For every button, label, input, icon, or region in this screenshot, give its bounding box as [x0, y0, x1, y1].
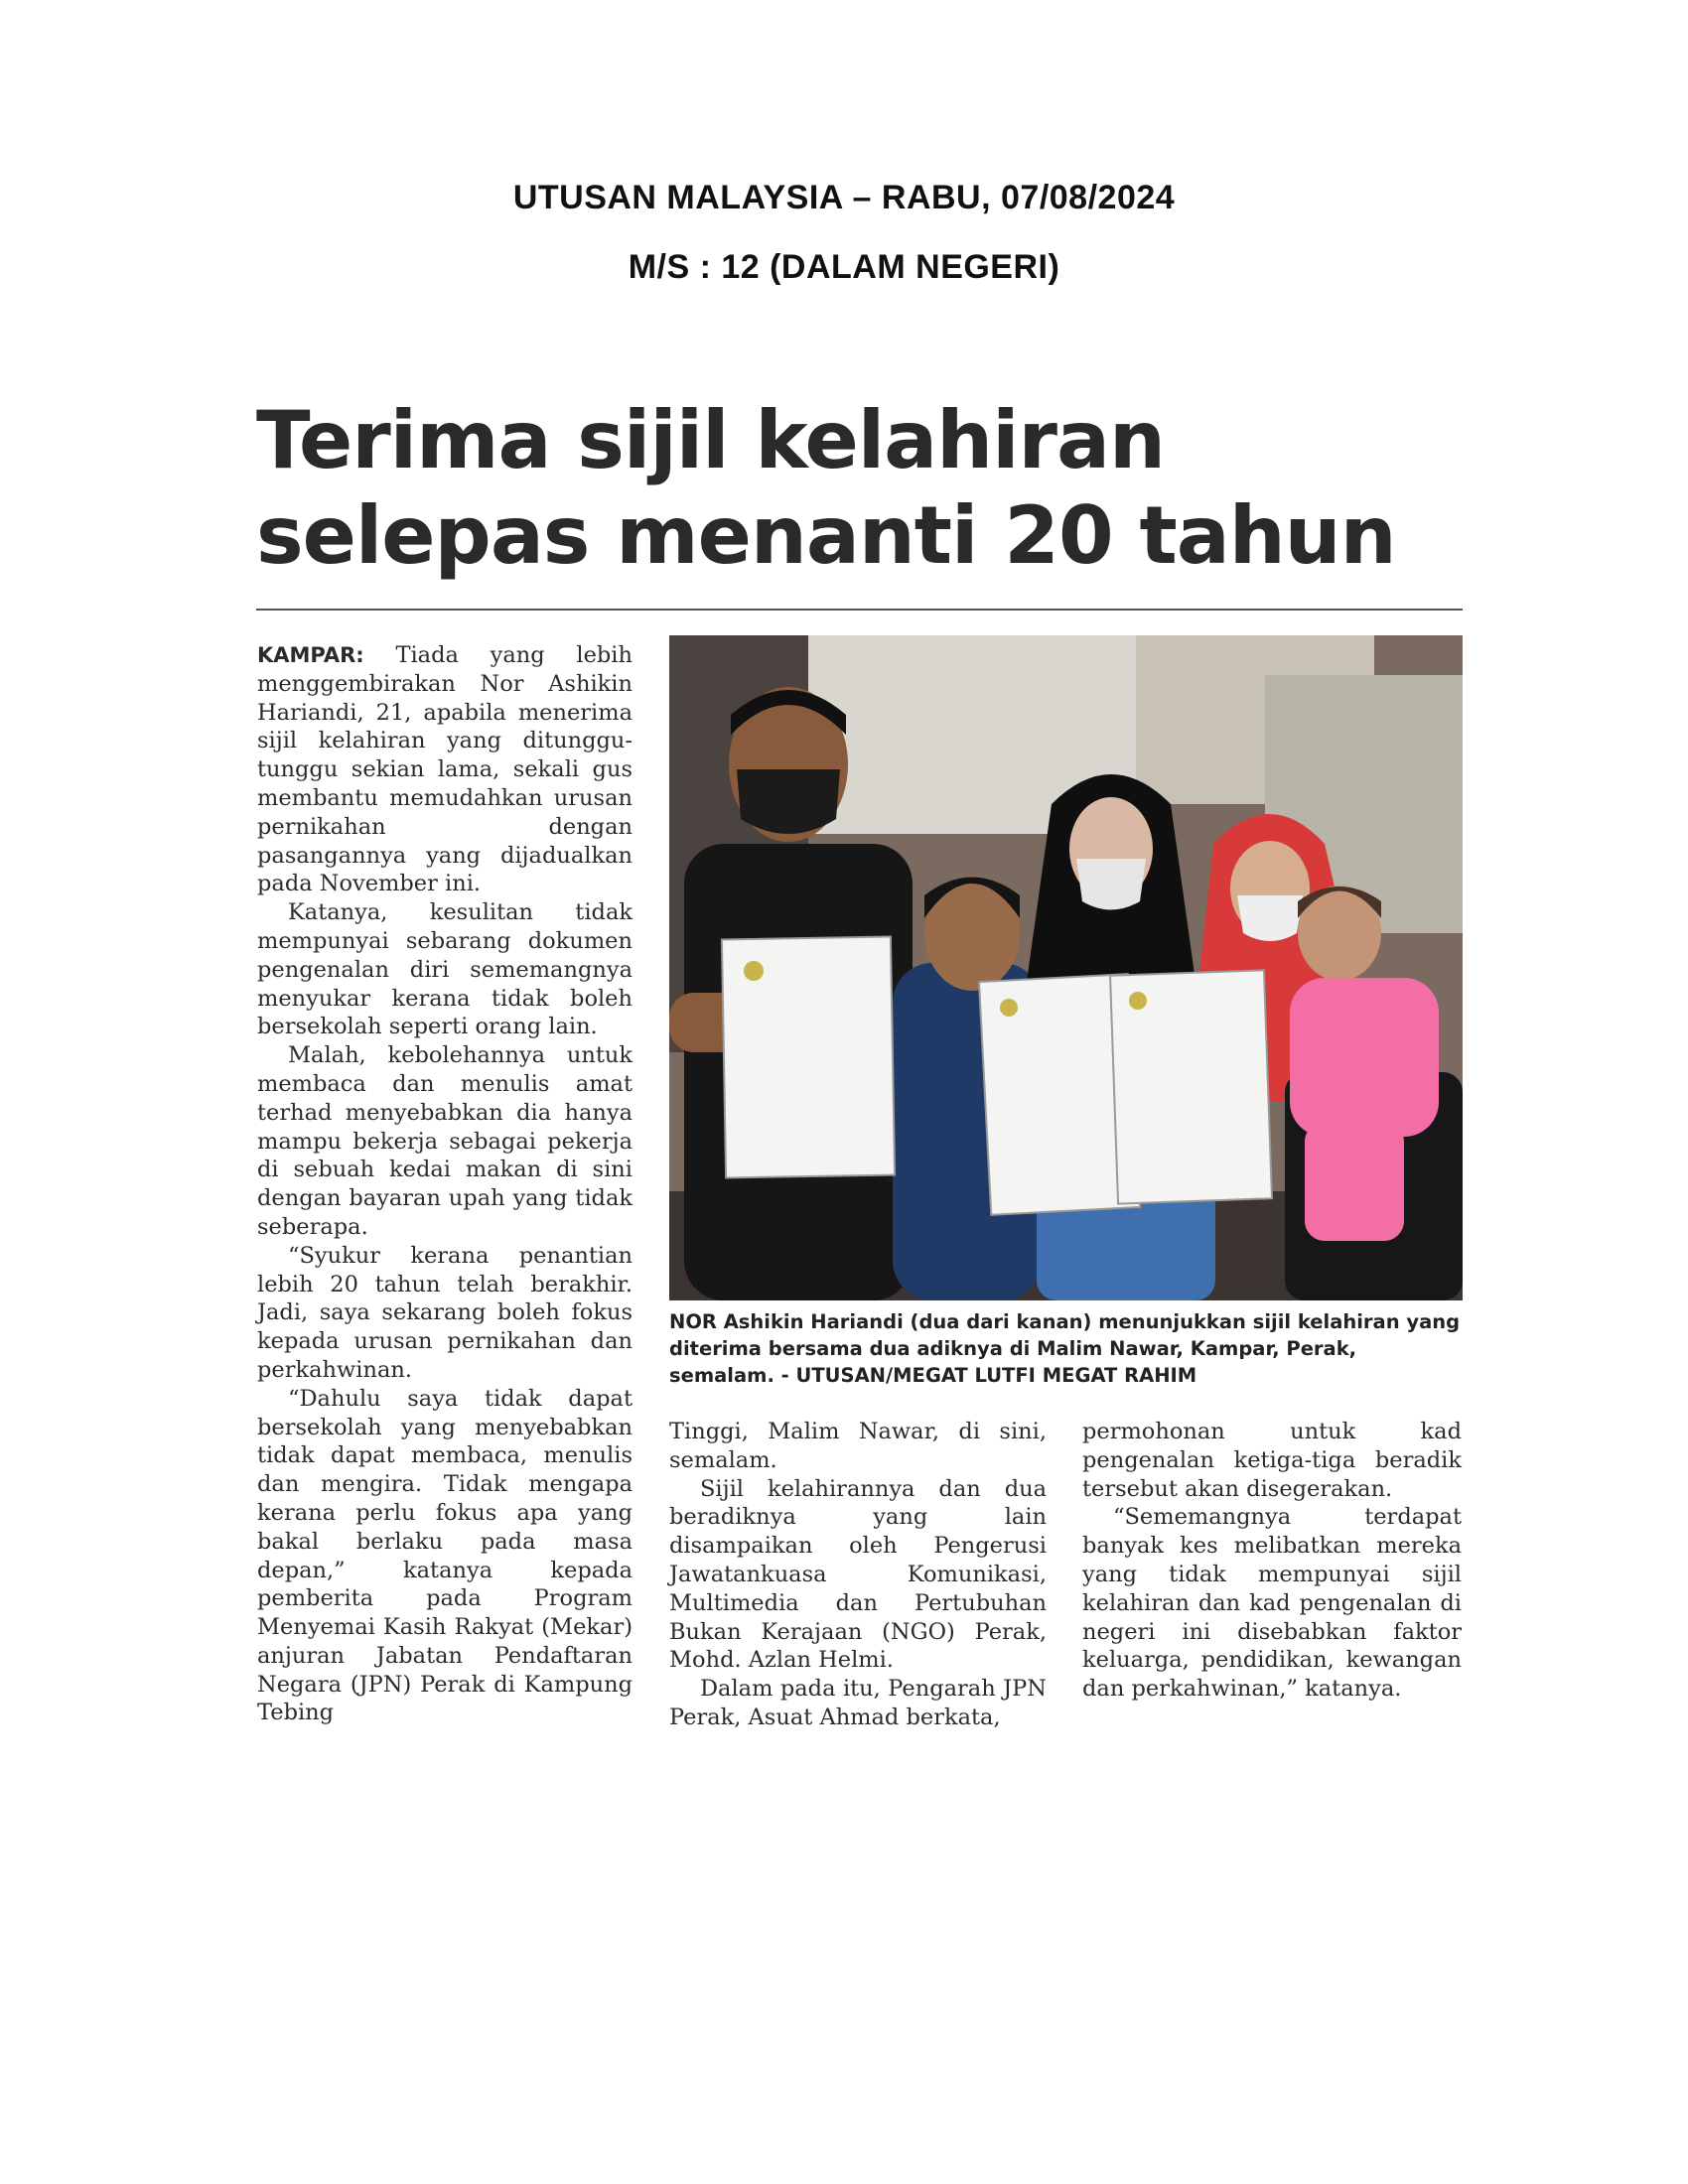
- headline-divider: [256, 609, 1463, 611]
- article-paragraph: Dalam pada itu, Pengarah JPN Perak, Asuat Ahmad berkata,: [669, 1676, 1047, 1730]
- article-paragraph: “Syukur kerana penantian lebih 20 tahun telah berakhir. Jadi, saya sekarang boleh fokus kepada urusan pernikahan dan perkahwinan.: [257, 1242, 633, 1383]
- article-paragraph: Tinggi, Malim Nawar, di sini, semalam.: [669, 1419, 1047, 1473]
- article-paragraph: “Sememangnya terdapat banyak kes melibatkan mereka yang tidak mempunyai sijil kelahiran dan kad pengenalan di negeri ini disebabkan faktor keluarga, pendidikan, kewangan dan perkahwinan,” katanya.: [1082, 1504, 1462, 1703]
- dateline: KAMPAR:: [257, 643, 364, 667]
- family-photo-illustration: [669, 635, 1463, 1300]
- page-section-line: M/S : 12 (DALAM NEGERI): [628, 248, 1060, 286]
- article-paragraph: Katanya, kesulitan tidak mempunyai sebarang dokumen pengenalan diri sememangnya menyukar kerana tidak boleh bersekolah seperti orang lain.: [257, 899, 633, 1040]
- publication-line: UTUSAN MALAYSIA – RABU, 07/08/2024: [512, 179, 1176, 216]
- article-column-1: [257, 641, 633, 1727]
- article-column-3: [1082, 1418, 1462, 1704]
- article-paragraph: Sijil kelahirannya dan dua beradiknya yang lain disampaikan oleh Pengerusi Jawatankuasa Komunikasi, Multimedia dan Pertubuhan Bukan Kerajaan (NGO) Perak, Mohd. Azlan Helmi.: [669, 1475, 1047, 1674]
- photo-caption: NOR Ashikin Hariandi (dua dari kanan) menunjukkan sijil kelahiran yang diterima bersama dua adiknya di Malim Nawar, Kampar, Perak, semalam. - UTUSAN/MEGAT LUTFI MEGAT RAHIM: [669, 1310, 1461, 1387]
- article-paragraph: “Dahulu saya tidak dapat bersekolah yang menyebabkan tidak dapat membaca, menulis dan mengira. Tidak mengapa kerana perlu fokus apa yang bakal berlaku pada masa depan,” katanya kepada pemberita pada Program Menyemai Kasih Rakyat (Mekar) anjuran Jabatan Pendaftaran Negara (JPN) Perak di Kampung Tebing: [257, 1385, 633, 1726]
- birth-certificate-right: [1110, 970, 1272, 1203]
- article-paragraph: permohonan untuk kad pengenalan ketiga-tiga beradik tersebut akan disegerakan.: [1082, 1419, 1462, 1502]
- article-paragraph: Malah, kebolehannya untuk membaca dan menulis amat terhad menyebabkan dia hanya mampu bekerja sebagai pekerja di sebuah kedai makan di sini dengan bayaran upah yang tidak seberapa.: [257, 1042, 633, 1240]
- article-paragraph: [257, 641, 633, 898]
- article-column-2: [669, 1418, 1047, 1732]
- news-photo: [669, 635, 1463, 1300]
- lead-text: Tiada yang lebih menggembirakan Nor Ashikin Hariandi, 21, apabila menerima sijil kelahiran yang ditunggu-tunggu sekian lama, sekali gus membantu memudahkan urusan pernikahan dengan pasangannya yang dijadualkan pada November ini.: [257, 642, 633, 897]
- article-headline: Terima sijil kelahiran selepas menanti 20 tahun: [256, 394, 1396, 582]
- birth-certificate-left: [722, 937, 895, 1178]
